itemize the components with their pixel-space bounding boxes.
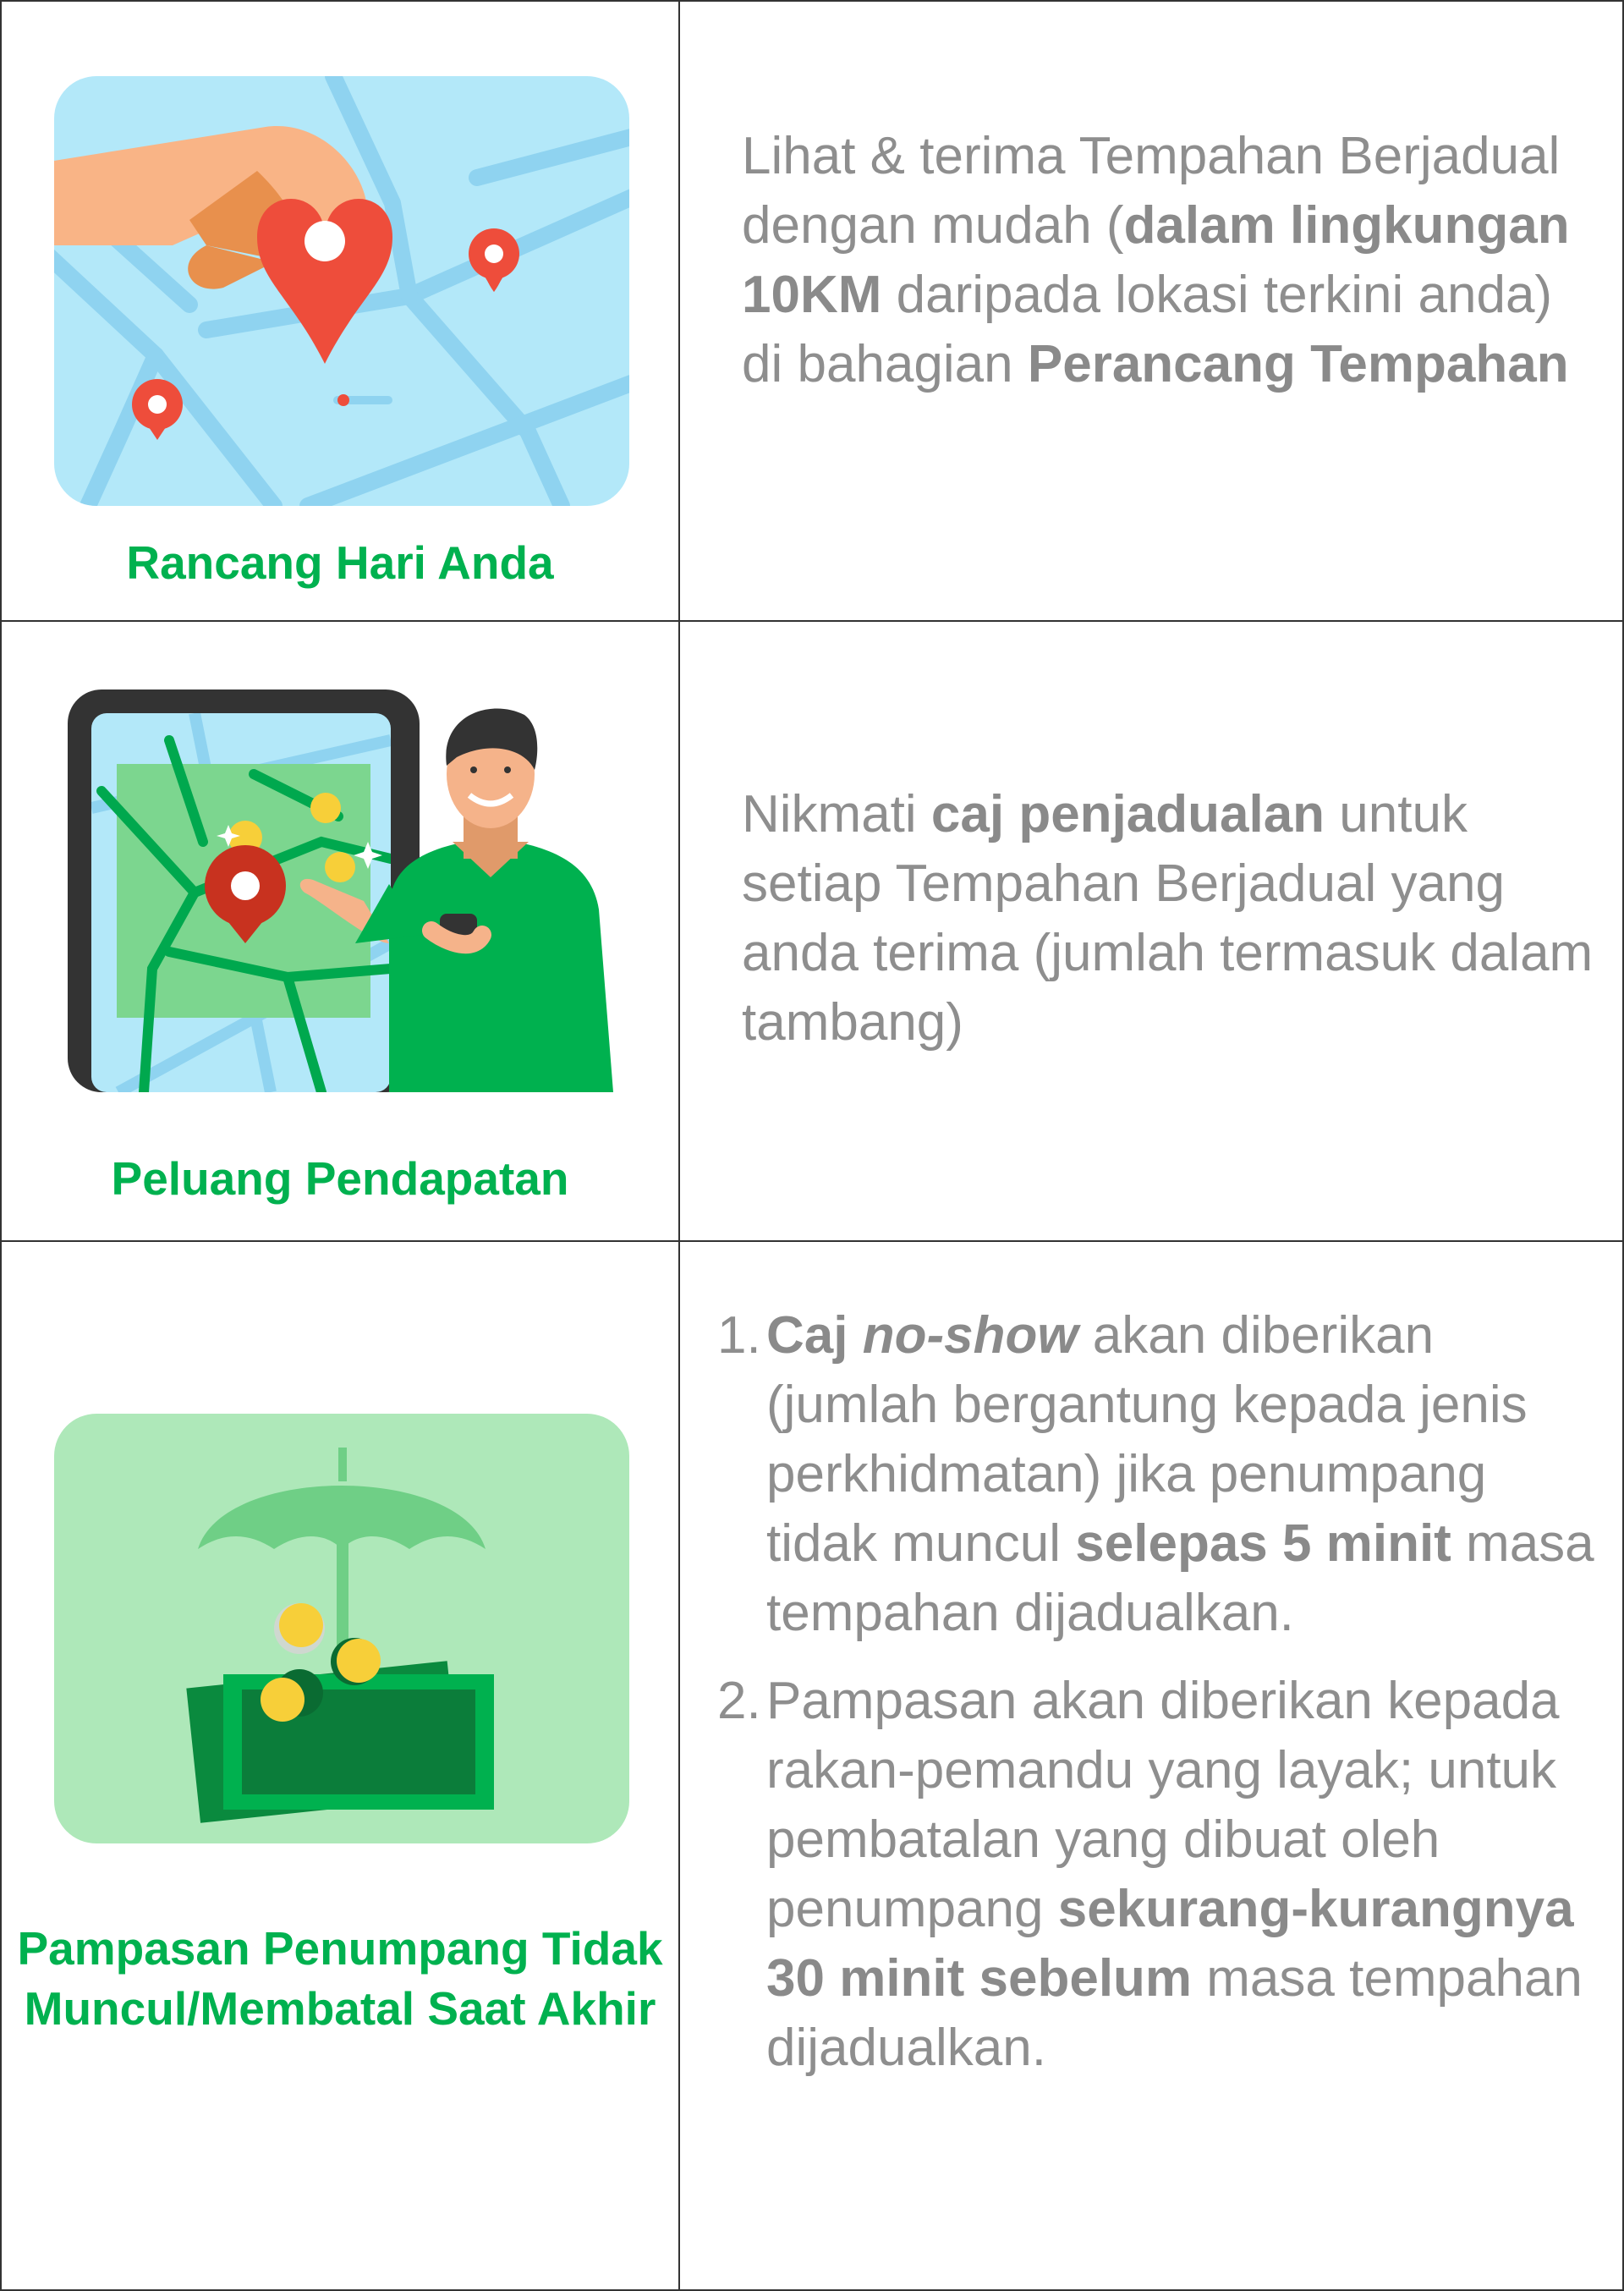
desc-bold: Perancang Tempahan bbox=[1027, 335, 1569, 393]
list-item bbox=[697, 1667, 1610, 2083]
table-row bbox=[2, 2, 1622, 622]
desc-bold: sekurang-kurangnya 30 minit sebelum bbox=[766, 1880, 1574, 2008]
row-caption: Peluang Pendapatan bbox=[111, 1152, 569, 1205]
desc-text: akan diberikan (jumlah bergantung kepada jenis perkhidmatan) jika penumpang tidak muncul bbox=[766, 1306, 1528, 1573]
description-cell bbox=[680, 1242, 1622, 2291]
row-description bbox=[742, 780, 1596, 1058]
desc-bold-italic: no-show bbox=[862, 1306, 1078, 1365]
desc-text: daripada lokasi terkini anda) di bahagian bbox=[742, 266, 1553, 393]
list-number: 1. bbox=[717, 1306, 761, 1365]
table-row bbox=[2, 622, 1622, 1242]
table-row bbox=[2, 1242, 1622, 2291]
row-caption: Rancang Hari Anda bbox=[126, 536, 554, 589]
desc-bold: caj penjadualan bbox=[930, 785, 1325, 843]
desc-text: Pampasan akan diberikan kepada rakan-pemandu yang layak; untuk pembatalan yang dibuat oleh penumpang bbox=[766, 1672, 1560, 1938]
description-cell bbox=[680, 622, 1622, 1240]
illustration-cell bbox=[2, 622, 680, 1240]
umbrella-money-illustration bbox=[54, 1414, 629, 1843]
row-description bbox=[742, 122, 1596, 399]
desc-text: masa tempahan dijadualkan. bbox=[766, 1949, 1583, 2077]
desc-bold: Caj bbox=[766, 1306, 863, 1365]
description-cell bbox=[680, 2, 1622, 620]
list-item bbox=[697, 1301, 1610, 1648]
numbered-list bbox=[697, 1301, 1610, 2083]
desc-text: Nikmati bbox=[742, 785, 931, 843]
illustration-cell bbox=[2, 2, 680, 620]
row-caption: Pampasan Penumpang Tidak Muncul/Membatal Saat Akhir bbox=[17, 1922, 663, 2035]
desc-bold: dalam lingkungan 10KM bbox=[742, 196, 1570, 324]
desc-bold: selepas 5 minit bbox=[1075, 1514, 1451, 1573]
desc-text: masa tempahan dijadualkan. bbox=[766, 1514, 1594, 1642]
illustration-cell bbox=[2, 1242, 680, 2291]
desc-text: untuk setiap Tempahan Berjadual yang anda terima (jumlah termasuk dalam tambang) bbox=[742, 785, 1594, 1052]
map-pin-illustration bbox=[54, 76, 629, 506]
desc-text: Lihat & terima Tempahan Berjadual dengan mudah ( bbox=[742, 127, 1561, 255]
driver-tablet-illustration bbox=[68, 689, 617, 1092]
list-number: 2. bbox=[717, 1672, 761, 1730]
